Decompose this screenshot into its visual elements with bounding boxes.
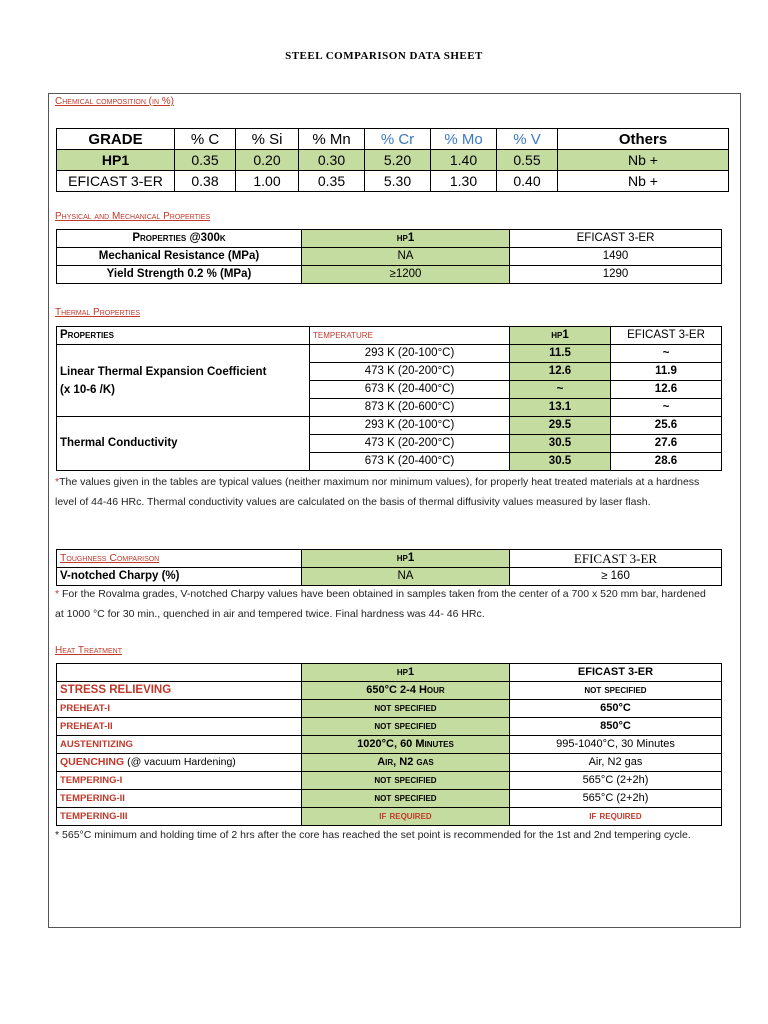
lte-label-line2: (x 10-6 /K): [60, 383, 115, 396]
cell: EFICAST 3-ER: [57, 171, 175, 192]
header-grade: GRADE: [57, 129, 175, 150]
cell: 25.6: [611, 417, 722, 435]
table-row: [57, 345, 722, 363]
heat-table: [56, 663, 722, 826]
header-c: % C: [175, 129, 236, 150]
cell: 0.35: [175, 150, 236, 171]
cell: 995-1040°C, 30 Minutes: [510, 736, 722, 754]
chemical-heading: Chemical composition (in %): [55, 96, 175, 107]
header-properties: Properties: [57, 327, 310, 345]
cell: 565°C (2+2h): [510, 772, 722, 790]
header-hp1: hp1: [510, 327, 611, 345]
physical-table: [56, 229, 722, 284]
header-properties: Properties @300k: [57, 230, 302, 248]
cell: HP1: [57, 150, 175, 171]
table-row: [57, 266, 722, 284]
quenching-cell: [57, 754, 302, 772]
cell: 5.30: [365, 171, 431, 192]
cell: Yield Strength 0.2 % (MPa): [57, 266, 302, 284]
cell: 28.6: [611, 453, 722, 471]
table-header-row: [57, 664, 722, 682]
lte-label-cell: [57, 345, 310, 417]
cell: TEMPERING-I: [57, 772, 302, 790]
cell: TEMPERING-II: [57, 790, 302, 808]
cell: 11.9: [611, 363, 722, 381]
header-blank: [57, 664, 302, 682]
cell: not specified: [302, 772, 510, 790]
header-hp1: hp1: [302, 664, 510, 682]
cell: 5.20: [365, 150, 431, 171]
thermal-table: [56, 326, 722, 471]
toughness-table: [56, 549, 722, 586]
physical-heading: Physical and Mechanical Properties: [55, 211, 211, 222]
cell: 0.20: [236, 150, 299, 171]
tc-label-cell: Thermal Conductivity: [57, 417, 310, 471]
cell: 650°C: [510, 700, 722, 718]
cell: 1020°C, 60 Minutes: [302, 736, 510, 754]
cell: Mechanical Resistance (MPa): [57, 248, 302, 266]
table-row: [57, 150, 729, 171]
cell: PREHEAT-I: [57, 700, 302, 718]
table-row: [57, 718, 722, 736]
header-eficast: EFICAST 3-ER: [611, 327, 722, 345]
cell: 873 K (20-600°C): [310, 399, 510, 417]
cell: ~: [510, 381, 611, 399]
cell: Air, N2 gas: [510, 754, 722, 772]
note-text: The values given in the tables are typical values (neither maximum nor minimum values), for properly heat treated materials at a hardness level of 44-46 HRc. Thermal conductivity values are calculated on the basis of thermal diffusivity values measured by laser flash.: [55, 476, 700, 508]
cell: Nb +: [558, 171, 729, 192]
cell: NA: [302, 568, 510, 586]
table-row: [57, 171, 729, 192]
table-header-row: [57, 550, 722, 568]
cell: PREHEAT-II: [57, 718, 302, 736]
cell: 473 K (20-200°C): [310, 435, 510, 453]
header-cr: % Cr: [365, 129, 431, 150]
cell: 30.5: [510, 435, 611, 453]
cell: not specified: [302, 718, 510, 736]
table-header-row: [57, 129, 729, 150]
table-row: [57, 417, 722, 435]
cell: ≥1200: [302, 266, 510, 284]
cell: 11.5: [510, 345, 611, 363]
header-eficast: EFICAST 3-ER: [510, 550, 722, 568]
header-others: Others: [558, 129, 729, 150]
header-temperature: temperature: [310, 327, 510, 345]
cell: ~: [611, 345, 722, 363]
cell: 1.30: [431, 171, 497, 192]
cell: 850°C: [510, 718, 722, 736]
table-header-row: [57, 327, 722, 345]
cell: 565°C (2+2h): [510, 790, 722, 808]
note-asterisk: *: [55, 476, 60, 488]
table-row: [57, 754, 722, 772]
cell: 673 K (20-400°C): [310, 453, 510, 471]
cell: if required: [302, 808, 510, 826]
header-eficast: EFICAST 3-ER: [510, 664, 722, 682]
cell: 0.55: [497, 150, 558, 171]
page-title: STEEL COMPARISON DATA SHEET: [285, 50, 483, 62]
header-eficast: EFICAST 3-ER: [510, 230, 722, 248]
table-row: [57, 808, 722, 826]
cell: 1490: [510, 248, 722, 266]
table-row: [57, 700, 722, 718]
cell: not specified: [510, 682, 722, 700]
cell: 30.5: [510, 453, 611, 471]
table-row: [57, 772, 722, 790]
header-si: % Si: [236, 129, 299, 150]
cell: 293 K (20-100°C): [310, 345, 510, 363]
header-mn: % Mn: [299, 129, 365, 150]
cell: 12.6: [510, 363, 611, 381]
cell: 12.6: [611, 381, 722, 399]
cell: 0.30: [299, 150, 365, 171]
cell: STRESS RELIEVING: [57, 682, 302, 700]
header-mo: % Mo: [431, 129, 497, 150]
header-v: % V: [497, 129, 558, 150]
cell: Nb +: [558, 150, 729, 171]
note-asterisk: *: [55, 829, 60, 841]
cell: 0.40: [497, 171, 558, 192]
table-row: [57, 568, 722, 586]
cell: 473 K (20-200°C): [310, 363, 510, 381]
cell: 1.00: [236, 171, 299, 192]
table-header-row: [57, 230, 722, 248]
thermal-note: [55, 472, 715, 512]
note-text: 565°C minimum and holding time of 2 hrs after the core has reached the set point is recommended for the 1st and 2nd tempering cycle.: [59, 829, 691, 841]
table-row: [57, 682, 722, 700]
cell: V-notched Charpy (%): [57, 568, 302, 586]
heat-heading: Heat Treatment: [55, 645, 123, 656]
cell: AUSTENITIZING: [57, 736, 302, 754]
table-row: [57, 790, 722, 808]
quenching-label: QUENCHING: [60, 756, 125, 769]
heat-note: [55, 825, 715, 845]
quenching-suffix: (@ vacuum Hardening): [124, 756, 236, 769]
cell: 0.38: [175, 171, 236, 192]
cell: NA: [302, 248, 510, 266]
chemical-table: [56, 128, 729, 192]
note-asterisk: *: [55, 588, 60, 600]
toughness-note: [55, 584, 715, 624]
cell: 13.1: [510, 399, 611, 417]
header-toughness: Toughness Comparison: [57, 550, 302, 568]
cell: 673 K (20-400°C): [310, 381, 510, 399]
cell: Air, N2 gas: [302, 754, 510, 772]
cell: 650°C 2-4 Hour: [302, 682, 510, 700]
cell: 0.35: [299, 171, 365, 192]
note-text: For the Rovalma grades, V-notched Charpy values have been obtained in samples taken from the center of a 700 x 520 mm bar, hardened at 1000 °C for 30 min., quenched in air and tempered twice. Final hardness was 44- 46 HRc.: [55, 588, 706, 620]
cell: 29.5: [510, 417, 611, 435]
cell: TEMPERING-III: [57, 808, 302, 826]
cell: 1290: [510, 266, 722, 284]
lte-label-line1: Linear Thermal Expansion Coefficient: [60, 365, 267, 378]
table-row: [57, 248, 722, 266]
cell: if required: [510, 808, 722, 826]
cell: ~: [611, 399, 722, 417]
header-hp1: hp1: [302, 550, 510, 568]
cell: ≥ 160: [510, 568, 722, 586]
cell: 293 K (20-100°C): [310, 417, 510, 435]
thermal-heading: Thermal Properties: [55, 307, 141, 318]
table-row: [57, 736, 722, 754]
cell: not specified: [302, 790, 510, 808]
cell: 1.40: [431, 150, 497, 171]
cell: not specified: [302, 700, 510, 718]
cell: 27.6: [611, 435, 722, 453]
header-hp1: hp1: [302, 230, 510, 248]
